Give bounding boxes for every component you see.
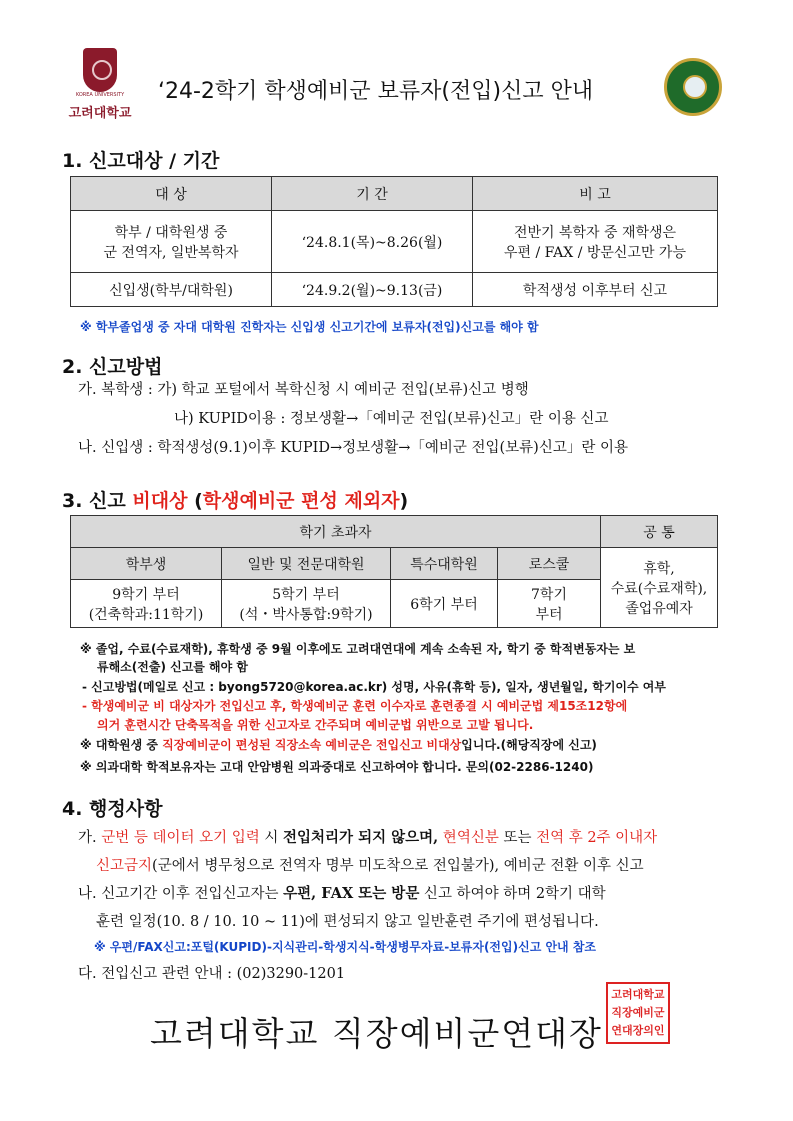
university-logo [60,48,140,121]
common-cell: 휴학, 수료(수료재학), 졸업유예자 [601,548,718,628]
section3-note1: ※ 졸업, 수료(수료재학), 휴학생 중 9월 이후에도 고려대연대에 계속 소속된 자, 학기 중 학적변동자는 보 [80,642,636,656]
section3-note1-cont: 류해소(전출) 신고를 해야 함 [97,660,249,674]
table-row [71,211,718,273]
page-title: ‘24-2학기 학생예비군 보류자(전입)신고 안내 [158,79,594,104]
table-cell: 학적생성 이후부터 신고 [473,273,718,307]
method-returning-line1: 가. 복학생 : 가) 학교 포털에서 복학신청 시 예비군 전입(보류)신고 병행 [78,382,529,398]
table-cell: 5학기 부터 (석・박사통합:9학기) [222,580,391,628]
table-cell: ‘24.8.1(목)~8.26(월) [272,211,473,273]
admin-item-a-cont: 신고금지(군에서 병무청으로 전역자 명부 미도착으로 전입불가), 예비군 전환 이후 신고 [96,858,644,874]
excluded-table [70,515,718,628]
section2-heading: 2. 신고방법 [62,356,163,378]
section3-note3: - 학생예비군 비 대상자가 전입신고 후, 학생예비군 훈련 이수자로 훈련종결 시 예비군법 제15조12항에 [82,699,628,713]
group-header-excess: 학기 초과자 [71,516,601,548]
section3-note3-cont: 의거 훈련시간 단축목적을 위한 신고자로 간주되며 예비군법 위반으로 고발 됩니다. [97,718,534,732]
section4-heading: 4. 행정사항 [62,798,163,820]
official-seal: 고려대학교 직장예비군 연대장의인 [606,982,670,1044]
col-header-grad: 일반 및 전문대학원 [222,548,391,580]
issuer-name: 고려대학교 직장예비군연대장 [150,1014,603,1053]
logo-name: 고려대학교 [68,106,132,121]
table-row [71,273,718,307]
col-header-period: 기 간 [272,177,473,211]
section3-note5: ※ 의과대학 학적보유자는 고대 안암병원 의과중대로 신고하여야 합니다. 문의(02-2286-1240) [80,760,594,774]
admin-item-b-cont: 훈련 일정(10. 8 / 10. 10 ~ 11)에 편성되지 않고 일반훈련 주기에 편성됩니다. [96,914,599,930]
section1-note: ※ 학부졸업생 중 자대 대학원 진학자는 신입생 신고기간에 보류자(전입)신고를 해야 함 [80,320,539,334]
table-cell: 전반기 복학자 중 재학생은 우편 / FAX / 방문신고만 가능 [473,211,718,273]
col-header-law: 로스쿨 [498,548,601,580]
admin-item-a: 가. 군번 등 데이터 오기 입력 시 전입처리가 되지 않으며, 현역신분 또는 전역 후 2주 이내자 [78,829,658,846]
col-header-undergrad: 학부생 [71,548,222,580]
method-returning-line2: 나) KUPID이용 : 정보생활→「예비군 전입(보류)신고」란 이용 신고 [174,411,609,427]
col-header-target: 대 상 [71,177,272,211]
table-cell: 9학기 부터 (건축학과:11학기) [71,580,222,628]
crest-icon [83,48,117,92]
table-cell: ‘24.9.2(월)~9.13(금) [272,273,473,307]
section3-heading: 3. 신고 비대상 (학생예비군 편성 제외자) [62,490,409,512]
logo-small-text: KOREA UNIVERSITY [75,92,125,98]
section1-heading: 1. 신고대상 / 기간 [62,150,220,172]
group-header-common: 공 통 [601,516,718,548]
method-freshman-line: 나. 신입생 : 학적생성(9.1)이후 KUPID→정보생활→「예비군 전입(보류)신고」란 이용 [78,440,628,456]
table-cell: 학부 / 대학원생 중 군 전역자, 일반복학자 [71,211,272,273]
section3-note4: ※ 대학원생 중 직장예비군이 편성된 직장소속 예비군은 전입신고 비대상입니다.(해당직장에 신고) [80,738,597,752]
section4-note: ※ 우편/FAX신고:포털(KUPID)-지식관리-학생지식-학생병무자료-보류자(전입)신고 안내 참조 [94,940,597,954]
col-header-special: 특수대학원 [391,548,498,580]
admin-item-b: 나. 신고기간 이후 전입신고자는 우편, FAX 또는 방문 신고 하여야 하며 2학기 대학 [78,885,606,902]
col-header-remark: 비 고 [473,177,718,211]
admin-item-c: 다. 전입신고 관련 안내 : (02)3290-1201 [78,966,346,982]
section3-note2: - 신고방법(메일로 신고 : byong5720@korea.ac.kr) 성명, 사유(휴학 등), 일자, 생년월일, 학기이수 여부 [82,680,666,694]
table-cell: 신입생(학부/대학원) [71,273,272,307]
table-cell: 6학기 부터 [391,580,498,628]
target-period-table [70,176,718,307]
table-cell: 7학기 부터 [498,580,601,628]
reserve-forces-emblem-icon [664,58,722,116]
